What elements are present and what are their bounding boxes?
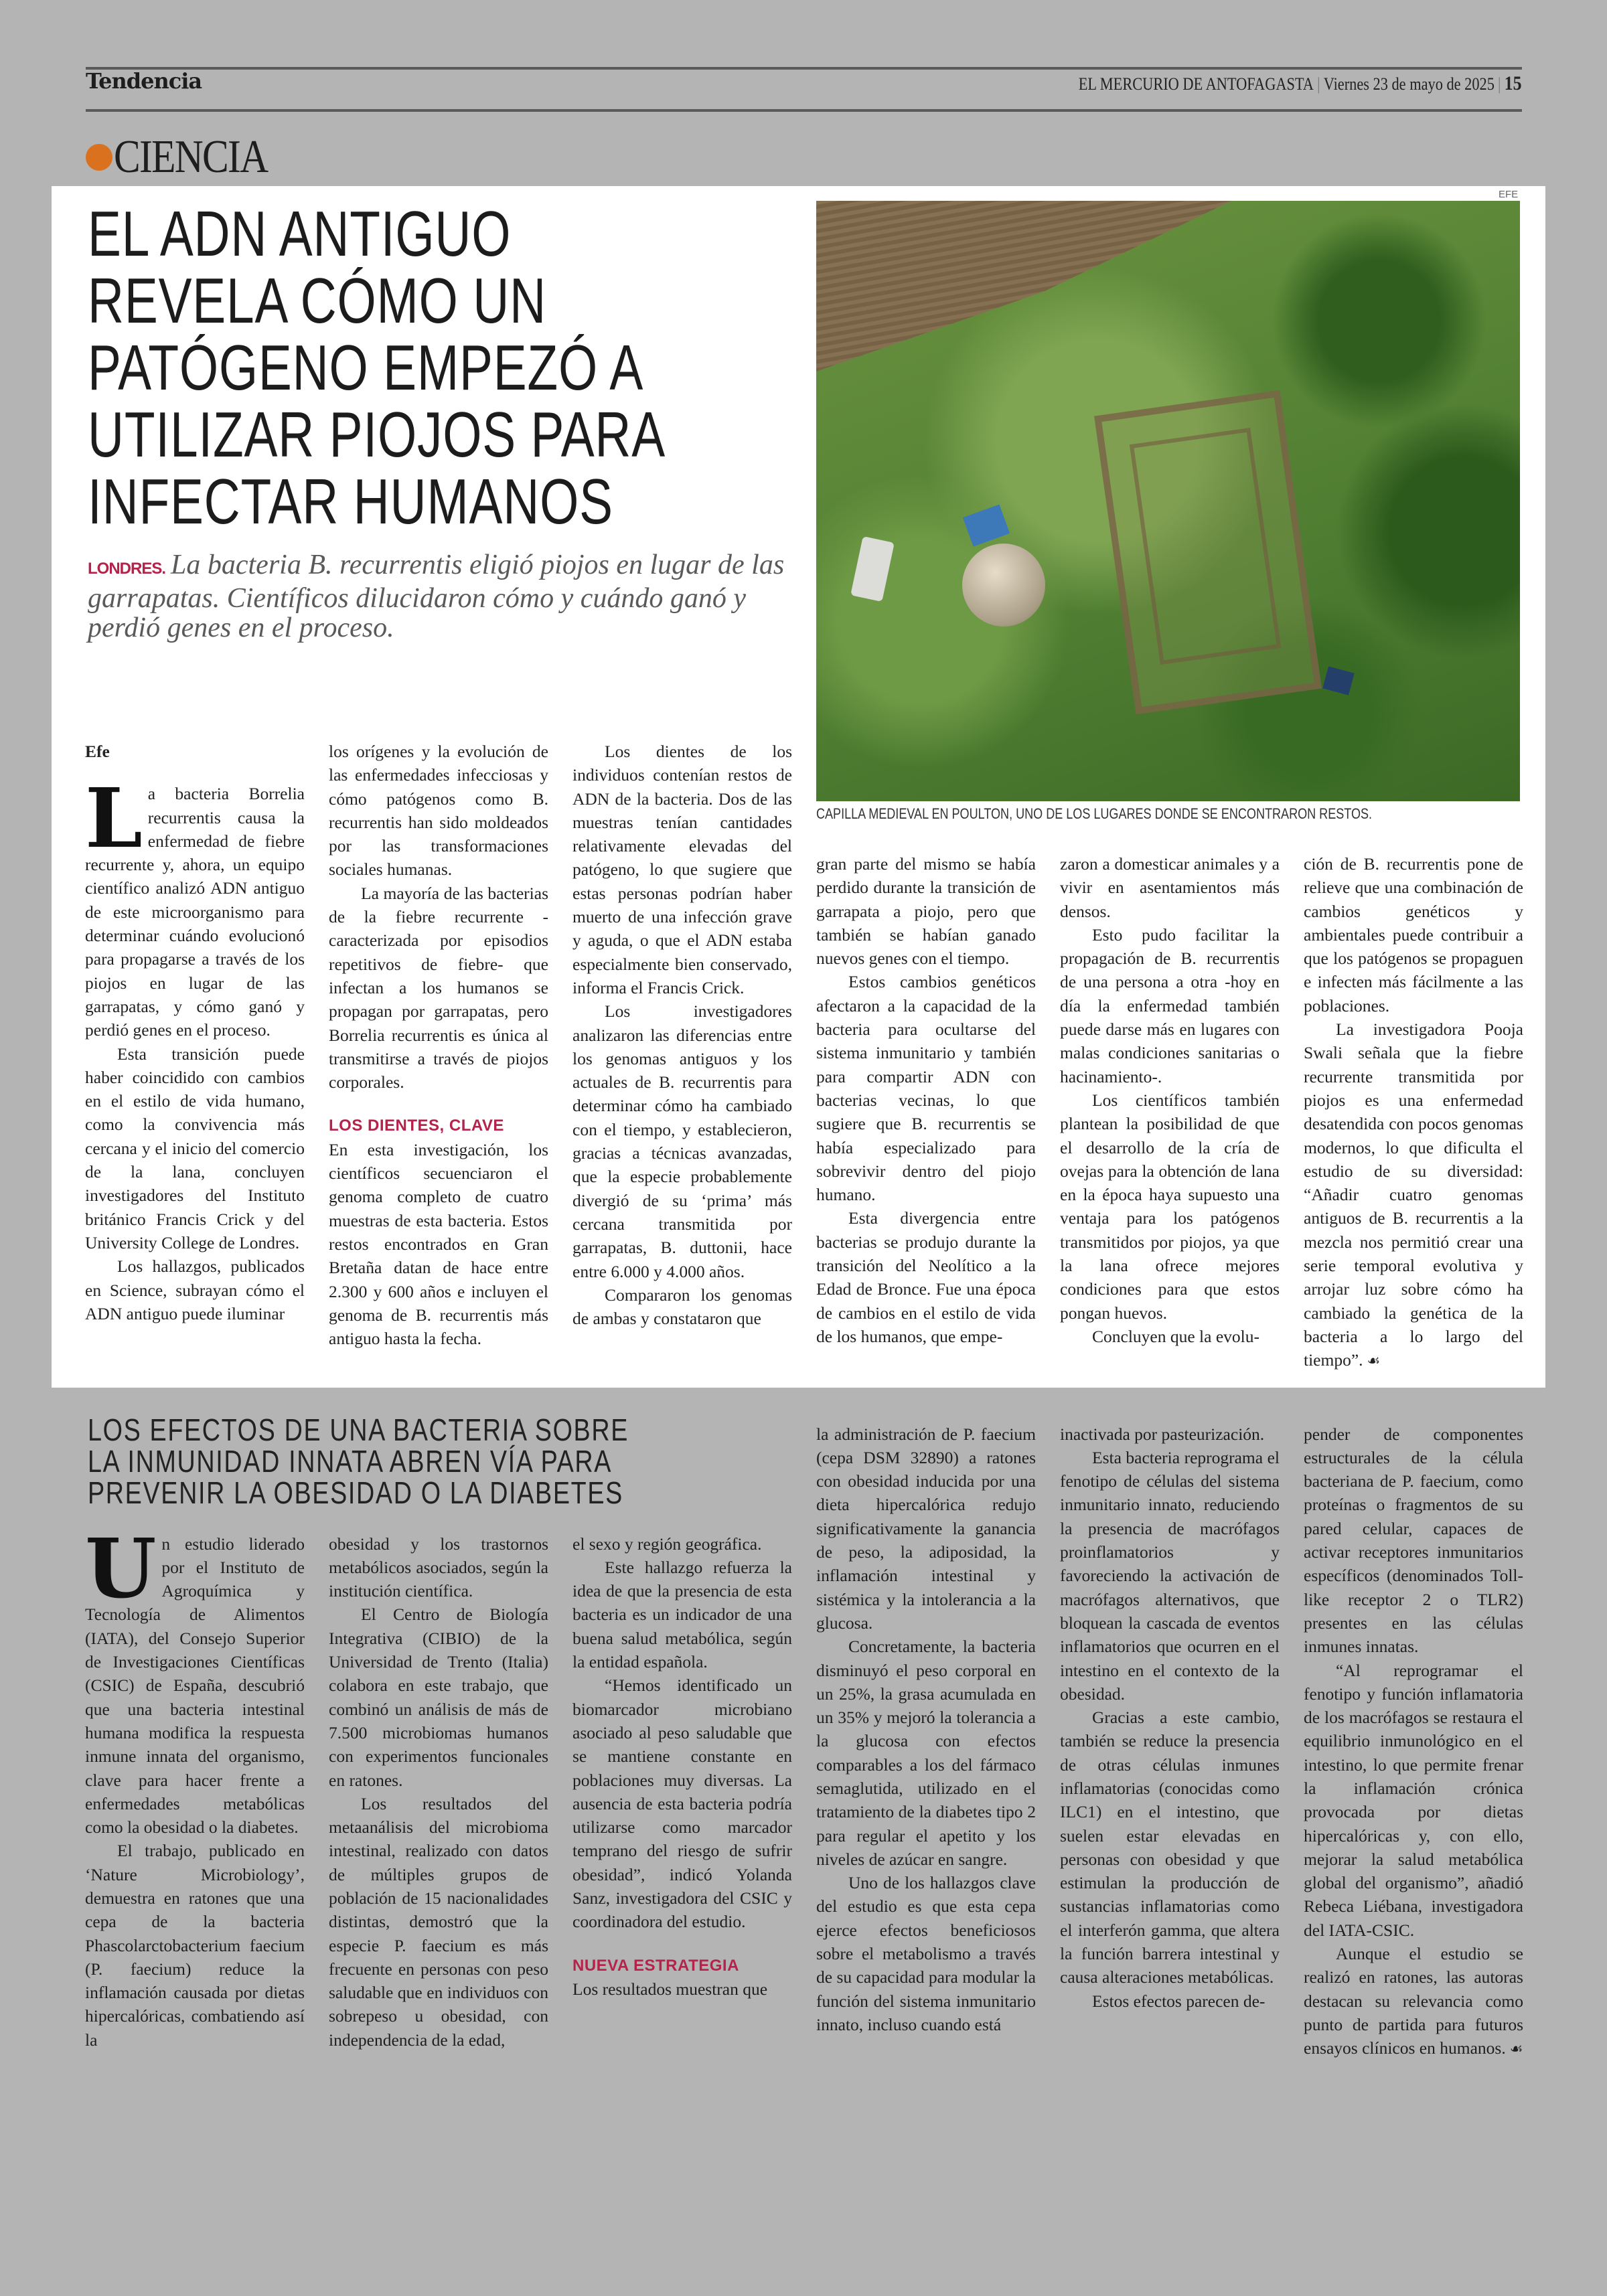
end-mark-icon: ☙: [1367, 1352, 1381, 1370]
paragraph-text: La investigadora Pooja Swali señala que la fiebre recurrente transmitida por piojos es una enfermedad desatendida con pocos genomas modernos, lo que dificulta el estudio de su diversidad: “Añadir cuatro genomas antiguos de B. recurrentis a la mezcla nos permitió crear una serie temporal evolutiva y arrojar luz sobre cómo ha cambiado la genética de la bacteria a lo largo del tiempo”.: [1304, 1019, 1523, 1370]
paragraph: Estos efectos parecen de-: [1092, 1991, 1266, 2011]
headline-line: LOS EFECTOS DE UNA BACTERIA SOBRE: [88, 1412, 629, 1447]
article2: [52, 1414, 1545, 2061]
section-name: Tendencia: [86, 68, 202, 94]
headline-line: EL ADN ANTIGUO: [88, 198, 512, 270]
paragraph: Esta bacteria reprograma el fenotipo de células del sistema inmunitario innato, reduciendo la presencia de macrófagos proinflamatorios y favoreciendo la activación de macrófagos alternativos, que bloquean la cascada de eventos inflamatorios que ocurren en el intestino en el contexto de la obesidad.: [1060, 1447, 1280, 1704]
paragraph: Esto pudo facilitar la propagación de B. recurrentis de una persona a otra -hoy en día la enfermedad también puede darse más en lugares con malas condiciones sanitarias o hacinamiento-.: [1060, 924, 1280, 1086]
paragraph: ción de B. recurrentis pone de relieve que una combinación de cambios genéticos y ambientales puede contribuir a que los patógenos se propaguen e infecten más fácilmente a las poblaciones.: [1304, 854, 1523, 1015]
aerial-photo-chapel: [816, 201, 1520, 801]
article1-column-5: [1060, 852, 1280, 1348]
paragraph: El Centro de Biología Integrativa (CIBIO) de la Universidad de Trento (Italia) colabora en este trabajo, que combinó un análisis de más de 7.500 microbiomas humanos con experimentos funcionales en ratones.: [329, 1605, 548, 1790]
paragraph-text: a bacteria Borrelia recurrentis causa la enfermedad de fiebre recurrente y, ahora, un equipo científico analizó ADN antiguo de este microorganismo para determinar cuándo evolucionó para propagarse a través de los piojos en lugar de las garrapatas, y cómo ganó y perdió genes en el proceso.: [85, 784, 305, 1040]
headline-line: REVELA CÓMO UN: [88, 265, 546, 337]
paragraph: pender de componentes estructurales de la célula bacteriana de P. faecium, como proteínas o fragmentos de su pared celular, capaces de activar receptores inmunitarios específicos (denominados Toll-like receptor 2 o TLR2) presentes en las células inmunes innatas.: [1304, 1424, 1523, 1657]
paragraph: “Al reprogramar el fenotipo y función inflamatoria de los macrófagos se restaura el equilibrio inmunológico en el intestino, lo que permite frenar la inflamación crónica provocada por dietas hipercalóricas y, con ello, mejorar la salud metabólica global del organismo”, añadió Rebeca Liébana, investigadora del IATA-CSIC.: [1304, 1660, 1523, 1940]
separator: |: [1316, 74, 1320, 94]
lead-text: La bacteria B. recurrentis eligió piojos en lugar de las garrapatas. Científicos dilucidaron cómo y cuándo ganó y perdió genes en el proceso.: [88, 550, 785, 643]
article2-body: [52, 1414, 1545, 2061]
byline: Efe: [85, 742, 110, 761]
drop-cap: L: [85, 770, 143, 867]
paragraph: [1304, 1942, 1523, 2060]
paragraph: los orígenes y la evolución de las enfermedades infecciosas y cómo patógenos como B. recurrentis han sido moldeados por las transformaciones sociales humanas.: [329, 742, 548, 880]
subhead: NUEVA ESTRATEGIA: [572, 1956, 739, 1975]
paragraph: Uno de los hallazgos clave del estudio es que esta cepa ejerce efectos beneficiosos sobre el metabolismo a través de su capacidad para modular la función del sistema inmunitario innato, incluso cuando está: [816, 1873, 1036, 2034]
paragraph-text: n estudio liderado por el Instituto de Agroquímica y Tecnología de Alimentos (IATA), del Consejo Superior de Investigaciones Científicas (CSIC) de España, descubrió que una bacteria intestinal humana modifica la respuesta inmune innata del organismo, clave para hacer frente a enfermedades metabólicas como la obesidad o la diabetes.: [85, 1534, 305, 1837]
paragraph: Estos cambios genéticos afectaron a la capacidad de la bacteria para ocultarse del sistema inmunitario y también para compartir ADN con bacterias vecinas, lo que sugiere que B. recurrentis se había especializado para sobrevivir dentro del piojo humano.: [816, 972, 1036, 1205]
article2-headline: [88, 1414, 747, 1509]
paragraph: Los dientes de los individuos contenían restos de ADN de la bacteria. Dos de las muestras tenían cantidades relativamente elevadas del patógeno, lo que sugiere que estas personas podrían haber muerto de una infección grave y aguda, o que el ADN estaba especialmente bien conservado, informa el Francis Crick.: [572, 742, 792, 997]
orange-dot-icon: [86, 144, 112, 171]
paragraph: Esta transición puede haber coincidido con cambios en el estilo de vida humano, como la convivencia más cercana y el inicio del comercio de la lana, concluyen investigadores del Instituto británico Francis Crick y del University College de Londres.: [85, 1044, 305, 1252]
headline-line: PREVENIR LA OBESIDAD O LA DIABETES: [88, 1475, 623, 1510]
end-mark-icon: ☙: [1509, 2040, 1523, 2058]
paragraph: zaron a domesticar animales y a vivir en asentamientos más densos.: [1060, 854, 1280, 921]
masthead: [1078, 72, 1521, 95]
paragraph: Compararon los genomas de ambas y constataron que: [572, 1285, 792, 1329]
dark-tarp: [1322, 666, 1354, 695]
paragraph: Los investigadores analizaron las diferencias entre los genomas antiguos y los actuales de B. recurrentis para determinar cómo ha cambiado con el tiempo, y establecieron, gracias a técnicas avanzadas, que la especie probablemente divergió de su ‘prima’ más cercana transmitida por garrapatas, B. duttonii, hace entre 6.000 y 4.000 años.: [572, 1001, 792, 1281]
article1-body: [52, 740, 1545, 1373]
drop-cap: U: [85, 1520, 157, 1617]
header-top-rule: [86, 67, 1522, 70]
header-bottom-rule: [86, 109, 1522, 112]
paragraph: [85, 1520, 305, 1839]
article2-column-2: [329, 1532, 548, 2052]
newspaper-name: EL MERCURIO DE ANTOFAGASTA: [1078, 74, 1314, 94]
article1-column-2: [329, 740, 548, 1350]
paragraph: [85, 770, 305, 1042]
paragraph: Concluyen que la evolu-: [1092, 1326, 1259, 1346]
paragraph: la administración de P. faecium (cepa DSM 32890) a ratones con obesidad inducida por una dieta hipercalórica redujo significativamente la ganancia de peso, la adiposidad, la inflamación intestinal y sistémica y la intolerancia a la glucosa.: [816, 1424, 1036, 1633]
headline-line: PATÓGENO EMPEZÓ A: [88, 332, 644, 404]
article2-column-3: [572, 1532, 792, 2001]
paragraph: Los resultados muestran que: [572, 1979, 768, 1999]
paragraph: el sexo y región geográfica.: [572, 1534, 762, 1554]
paragraph: El trabajo, publicado en ‘Nature Microbiology’, demuestra en ratones que una cepa de la bacteria Phascolarctobacterium faecium (P. faecium) reduce la inflamación causada por dietas hipercalóricas, combatiendo así la: [85, 1841, 305, 2050]
separator: |: [1497, 74, 1501, 94]
white-van: [850, 536, 895, 602]
headline-line: INFECTAR HUMANOS: [88, 466, 613, 538]
article-headline: [88, 198, 828, 538]
paragraph: gran parte del mismo se había perdido durante la transición de garrapata a piojo, pero que también se habían ganado nuevos genes con el tiempo.: [816, 854, 1036, 969]
paragraph: “Hemos identificado un biomarcador microbiano asociado al peso saludable que se mantiene constante en poblaciones muy diversas. La ausencia de esta bacteria podría utilizarse como marcador temprano del riesgo de sufrir obesidad”, indicó Yolanda Sanz, investigadora del CSIC y coordinadora del estudio.: [572, 1675, 792, 1932]
article2-column-5: [1060, 1422, 1280, 2013]
paragraph: obesidad y los trastornos metabólicos asociados, según la institución científica.: [329, 1534, 548, 1601]
paragraph-text: Aunque el estudio se realizó en ratones, las autoras destacan su relevancia como punto de partida para futuros ensayos clínicos en humanos.: [1304, 1944, 1523, 2058]
paragraph: Concretamente, la bacteria disminuyó el peso corporal en un 25%, la grasa acumulada en un 35% y mejoró la tolerancia a la glucosa con efectos comparables a los del fármaco semaglutida, utilizado en el tratamiento de la diabetes tipo 2 para regular el apetito y los niveles de azúcar en sangre.: [816, 1637, 1036, 1869]
blue-tarp: [963, 504, 1010, 546]
paragraph: Los hallazgos, publicados en Science, subrayan cómo el ADN antiguo puede iluminar: [85, 1256, 305, 1323]
headline-line: LA INMUNIDAD INNATA ABREN VÍA PARA: [88, 1443, 613, 1479]
main-article-card: [52, 186, 1545, 1388]
paragraph: Gracias a este cambio, también se reduce la presencia de otras células inmunes inflamatorias (conocidas como ILC1) en el intestino, que suelen estar elevadas en personas con obesidad y que estimulan la producción de sustancias inflamatorias como el interferón gamma, que altera la función barrera intestinal y causa alteraciones metabólicas.: [1060, 1708, 1280, 1987]
article-lead: [88, 550, 797, 643]
paragraph: Este hallazgo refuerza la idea de que la presencia de esta bacteria es un indicador de una buena salud metabólica, según la entidad española.: [572, 1557, 792, 1672]
article2-column-1: [85, 1520, 305, 2052]
subhead: LOS DIENTES, CLAVE: [329, 1117, 504, 1135]
article1-column-4: [816, 852, 1036, 1348]
dateline: LONDRES.: [88, 560, 166, 578]
paragraph: inactivada por pasteurización.: [1060, 1424, 1265, 1444]
headline-line: UTILIZAR PIOJOS PARA: [88, 399, 666, 471]
page-content: [52, 186, 1545, 2061]
photo-caption: CAPILLA MEDIEVAL EN POULTON, UNO DE LOS LUGARES DONDE SE ENCONTRARON RESTOS.: [816, 805, 1373, 822]
paragraph: Los resultados del metaanálisis del microbioma intestinal, realizado con datos de múltiples grupos de población de 15 nacionalidades distintas, demostró que la especie P. faecium es más frecuente en personas con peso saludable que en individuos con sobrepeso u obesidad, con independencia de la edad,: [329, 1793, 548, 2050]
paragraph: En esta investigación, los científicos secuenciaron el genoma completo de cuatro muestras de esta bacteria. Estos restos encontrados en Gran Bretaña datan de hace entre 2.300 y 600 años e incluyen el genoma de B. recurrentis más antiguo hasta la fecha.: [329, 1139, 548, 1349]
dome-tent: [962, 544, 1045, 627]
page-number: 15: [1504, 72, 1521, 94]
issue-date: Viernes 23 de mayo de 2025: [1323, 74, 1495, 94]
paragraph: [1304, 1017, 1523, 1372]
article1-column-6: [1304, 852, 1523, 1373]
photo-credit: EFE: [1499, 189, 1519, 200]
section-kicker: [86, 131, 295, 184]
paragraph: La mayoría de las bacterias de la fiebre recurrente -caracterizada por episodios repetitivos de fiebre- que infectan a los humanos se propagan por garrapatas, pero Borrelia recurrentis es única al transmitirse a través de piojos corporales.: [329, 883, 548, 1092]
article2-column-4: [816, 1422, 1036, 2037]
article2-column-6: [1304, 1422, 1523, 2061]
paragraph: Esta divergencia entre bacterias se produjo durante la transición del Neolítico a la Edad de Bronce. Fue una época de cambios en el estilo de vida de los humanos, que empe-: [816, 1208, 1036, 1346]
article1-column-1: [85, 740, 305, 1325]
kicker-label: CIENCIA: [114, 131, 268, 183]
paragraph: Los científicos también plantean la posibilidad de que el desarrollo de la cría de ovejas para la obtención de lana en la época haya supuesto una ventaja para los patógenos transmitidos por piojos, ya que la lana ofrece mejores condiciones para que estos pongan huevos.: [1060, 1090, 1280, 1323]
article1-column-3: [572, 740, 792, 1330]
plowed-field: [816, 201, 1231, 402]
